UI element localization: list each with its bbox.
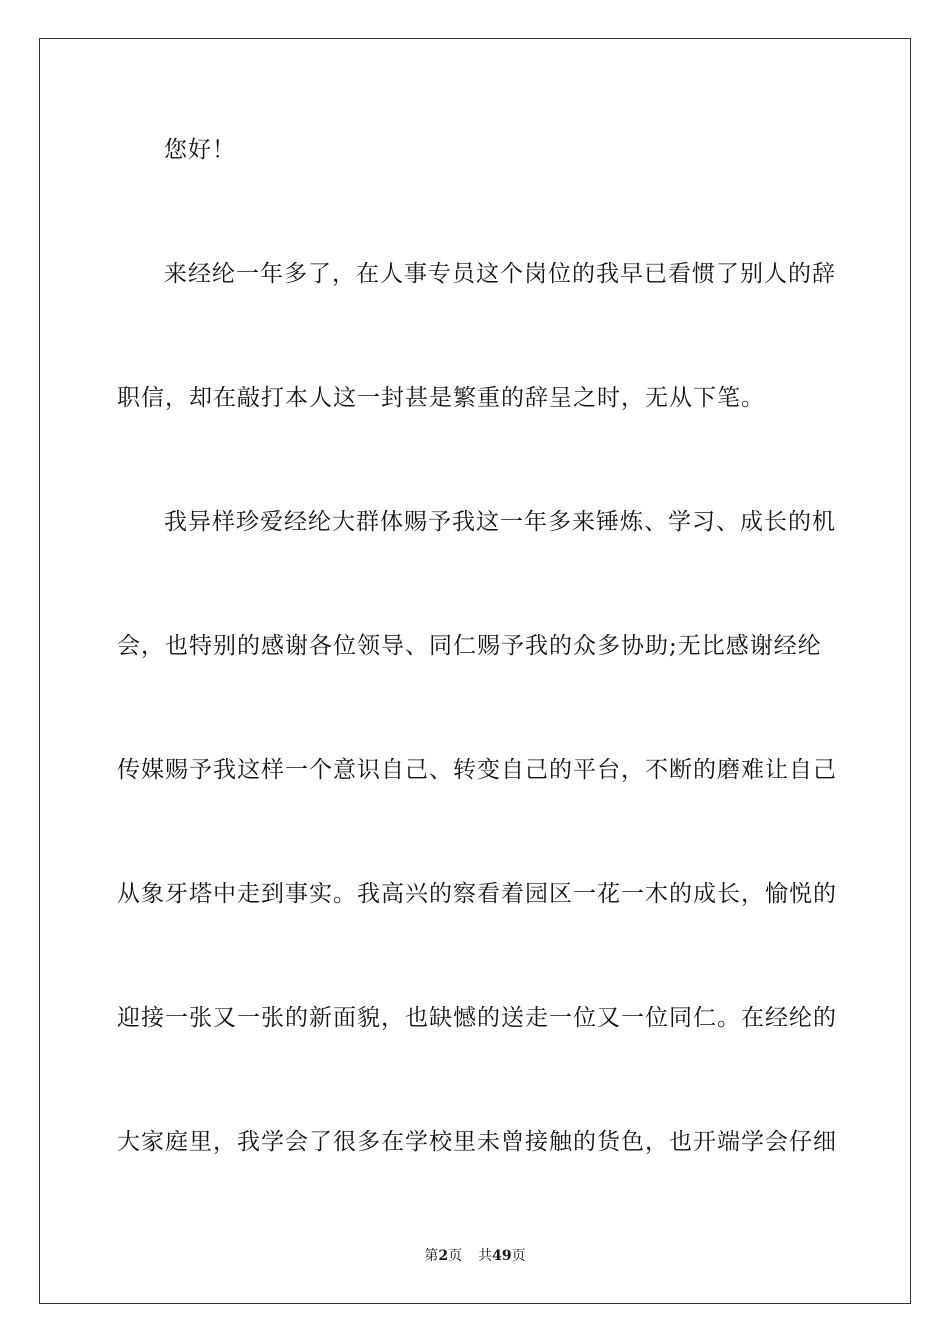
paragraph-line: 大家庭里，我学会了很多在学校里未曾接触的货色，也开端学会仔细	[117, 1129, 837, 1155]
page-border	[39, 38, 911, 1304]
page-number: 2	[438, 1248, 449, 1264]
page-suffix: 页	[448, 1248, 463, 1264]
paragraph-line: 我异样珍爱经纶大群体赐予我这一年多来锤炼、学习、成长的机	[164, 509, 836, 535]
total-prefix: 共	[478, 1248, 493, 1264]
paragraph-line: 从象牙塔中走到事实。我高兴的察看着园区一花一木的成长，愉悦的	[117, 881, 837, 907]
paragraph-line: 职信，却在敲打本人这一封甚是繁重的辞呈之时，无从下笔。	[117, 385, 765, 411]
page-prefix: 第	[424, 1248, 439, 1264]
paragraph-line: 传媒赐予我这样一个意识自己、转变自己的平台，不断的磨难让自己	[117, 757, 837, 783]
greeting-line: 您好！	[164, 137, 236, 163]
paragraph-line: 迎接一张又一张的新面貌，也缺憾的送走一位又一位同仁。在经纶的	[117, 1005, 837, 1031]
paragraph-line: 会，也特别的感谢各位领导、同仁赐予我的众多协助;无比感谢经纶	[117, 633, 822, 659]
page-footer	[0, 1246, 950, 1266]
paragraph-line: 来经纶一年多了，在人事专员这个岗位的我早已看惯了别人的辞	[164, 261, 836, 287]
total-pages: 49	[492, 1248, 512, 1264]
total-suffix: 页	[511, 1248, 526, 1264]
